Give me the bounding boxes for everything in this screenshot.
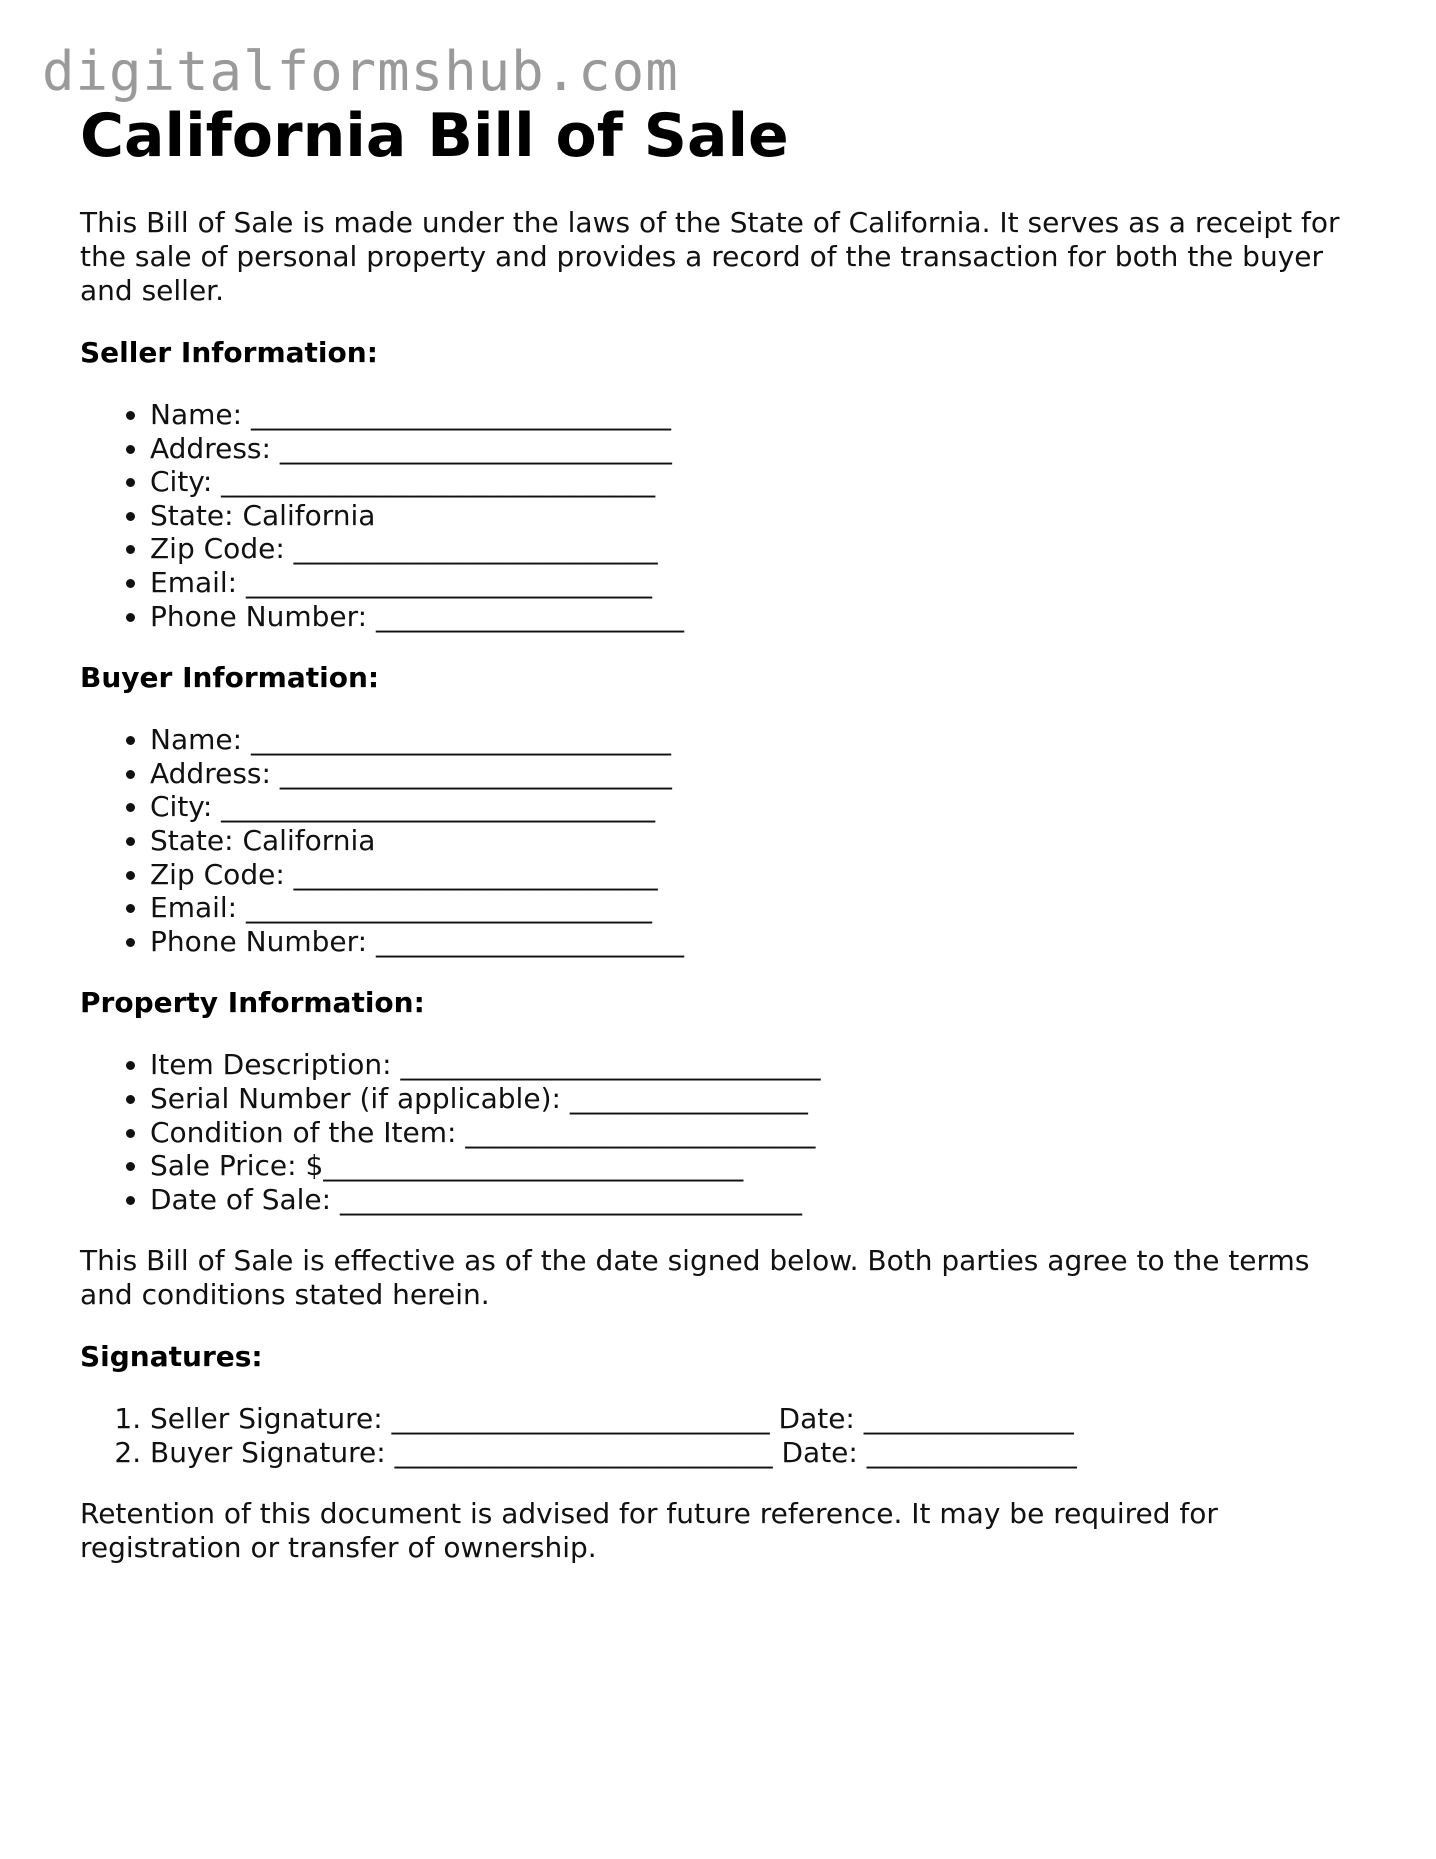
item-condition-field[interactable]: • Condition of the Item: _________________________ [150, 1116, 1370, 1150]
signatures-list [80, 1402, 1370, 1469]
buyer-name-field[interactable]: • Name: ______________________________ [150, 723, 1370, 757]
seller-signature-field[interactable]: 1. Seller Signature: ___________________________ Date: _______________ [150, 1402, 1370, 1436]
buyer-city-field[interactable]: • City: _______________________________ [150, 790, 1370, 824]
seller-heading: Seller Information: [80, 336, 378, 369]
property-heading: Property Information: [80, 986, 425, 1020]
date-of-sale-field[interactable]: • Date of Sale: _________________________________ [150, 1183, 1370, 1217]
signatures-heading: Signatures: [80, 1340, 263, 1374]
retention-paragraph: Retention of this document is advised for future reference. It may be required for registration or transfer of ownership. [80, 1497, 1218, 1565]
serial-number-field[interactable]: • Serial Number (if applicable): _________________ [150, 1082, 1370, 1116]
buyer-signature-field[interactable]: 2. Buyer Signature: ___________________________ Date: _______________ [150, 1436, 1370, 1470]
item-description-field[interactable]: • Item Description: ______________________________ [150, 1048, 1370, 1082]
buyer-zip-field[interactable]: • Zip Code: __________________________ [150, 858, 1370, 892]
seller-zip-field[interactable]: • Zip Code: __________________________ [150, 532, 1370, 566]
buyer-address-field[interactable]: • Address: ____________________________ [150, 757, 1370, 791]
buyer-phone-field[interactable]: • Phone Number: ______________________ [150, 925, 1370, 959]
buyer-email-field[interactable]: • Email: _____________________________ [150, 891, 1370, 925]
sale-price-field[interactable]: • Sale Price: $______________________________ [150, 1149, 1370, 1183]
seller-email-field[interactable]: • Email: _____________________________ [150, 566, 1370, 600]
buyer-heading: Buyer Information: [80, 661, 380, 695]
effective-paragraph: This Bill of Sale is effective as of the date signed below. Both parties agree to the terms and conditions stated herein. [80, 1244, 1310, 1312]
seller-city-field[interactable]: • City: _______________________________ [150, 465, 1370, 499]
intro-paragraph: This Bill of Sale is made under the laws of the State of California. It serves as a receipt for the sale of personal property and provides a record of the transaction for both the buyer and seller. [80, 206, 1340, 307]
buyer-state: • State: California [150, 824, 1370, 858]
seller-state: • State: California [150, 499, 1370, 533]
watermark: digitalformshub.com [42, 40, 679, 103]
buyer-list [80, 723, 1370, 958]
seller-address-field[interactable]: • Address: ____________________________ [150, 432, 1370, 466]
page-title: California Bill of Sale [80, 101, 789, 171]
seller-phone-field[interactable]: • Phone Number: ______________________ [150, 600, 1370, 634]
document-body [80, 100, 1370, 1565]
seller-list [80, 398, 1370, 633]
seller-name-field[interactable]: • Name: ______________________________ [150, 398, 1370, 432]
property-list [80, 1048, 1370, 1216]
